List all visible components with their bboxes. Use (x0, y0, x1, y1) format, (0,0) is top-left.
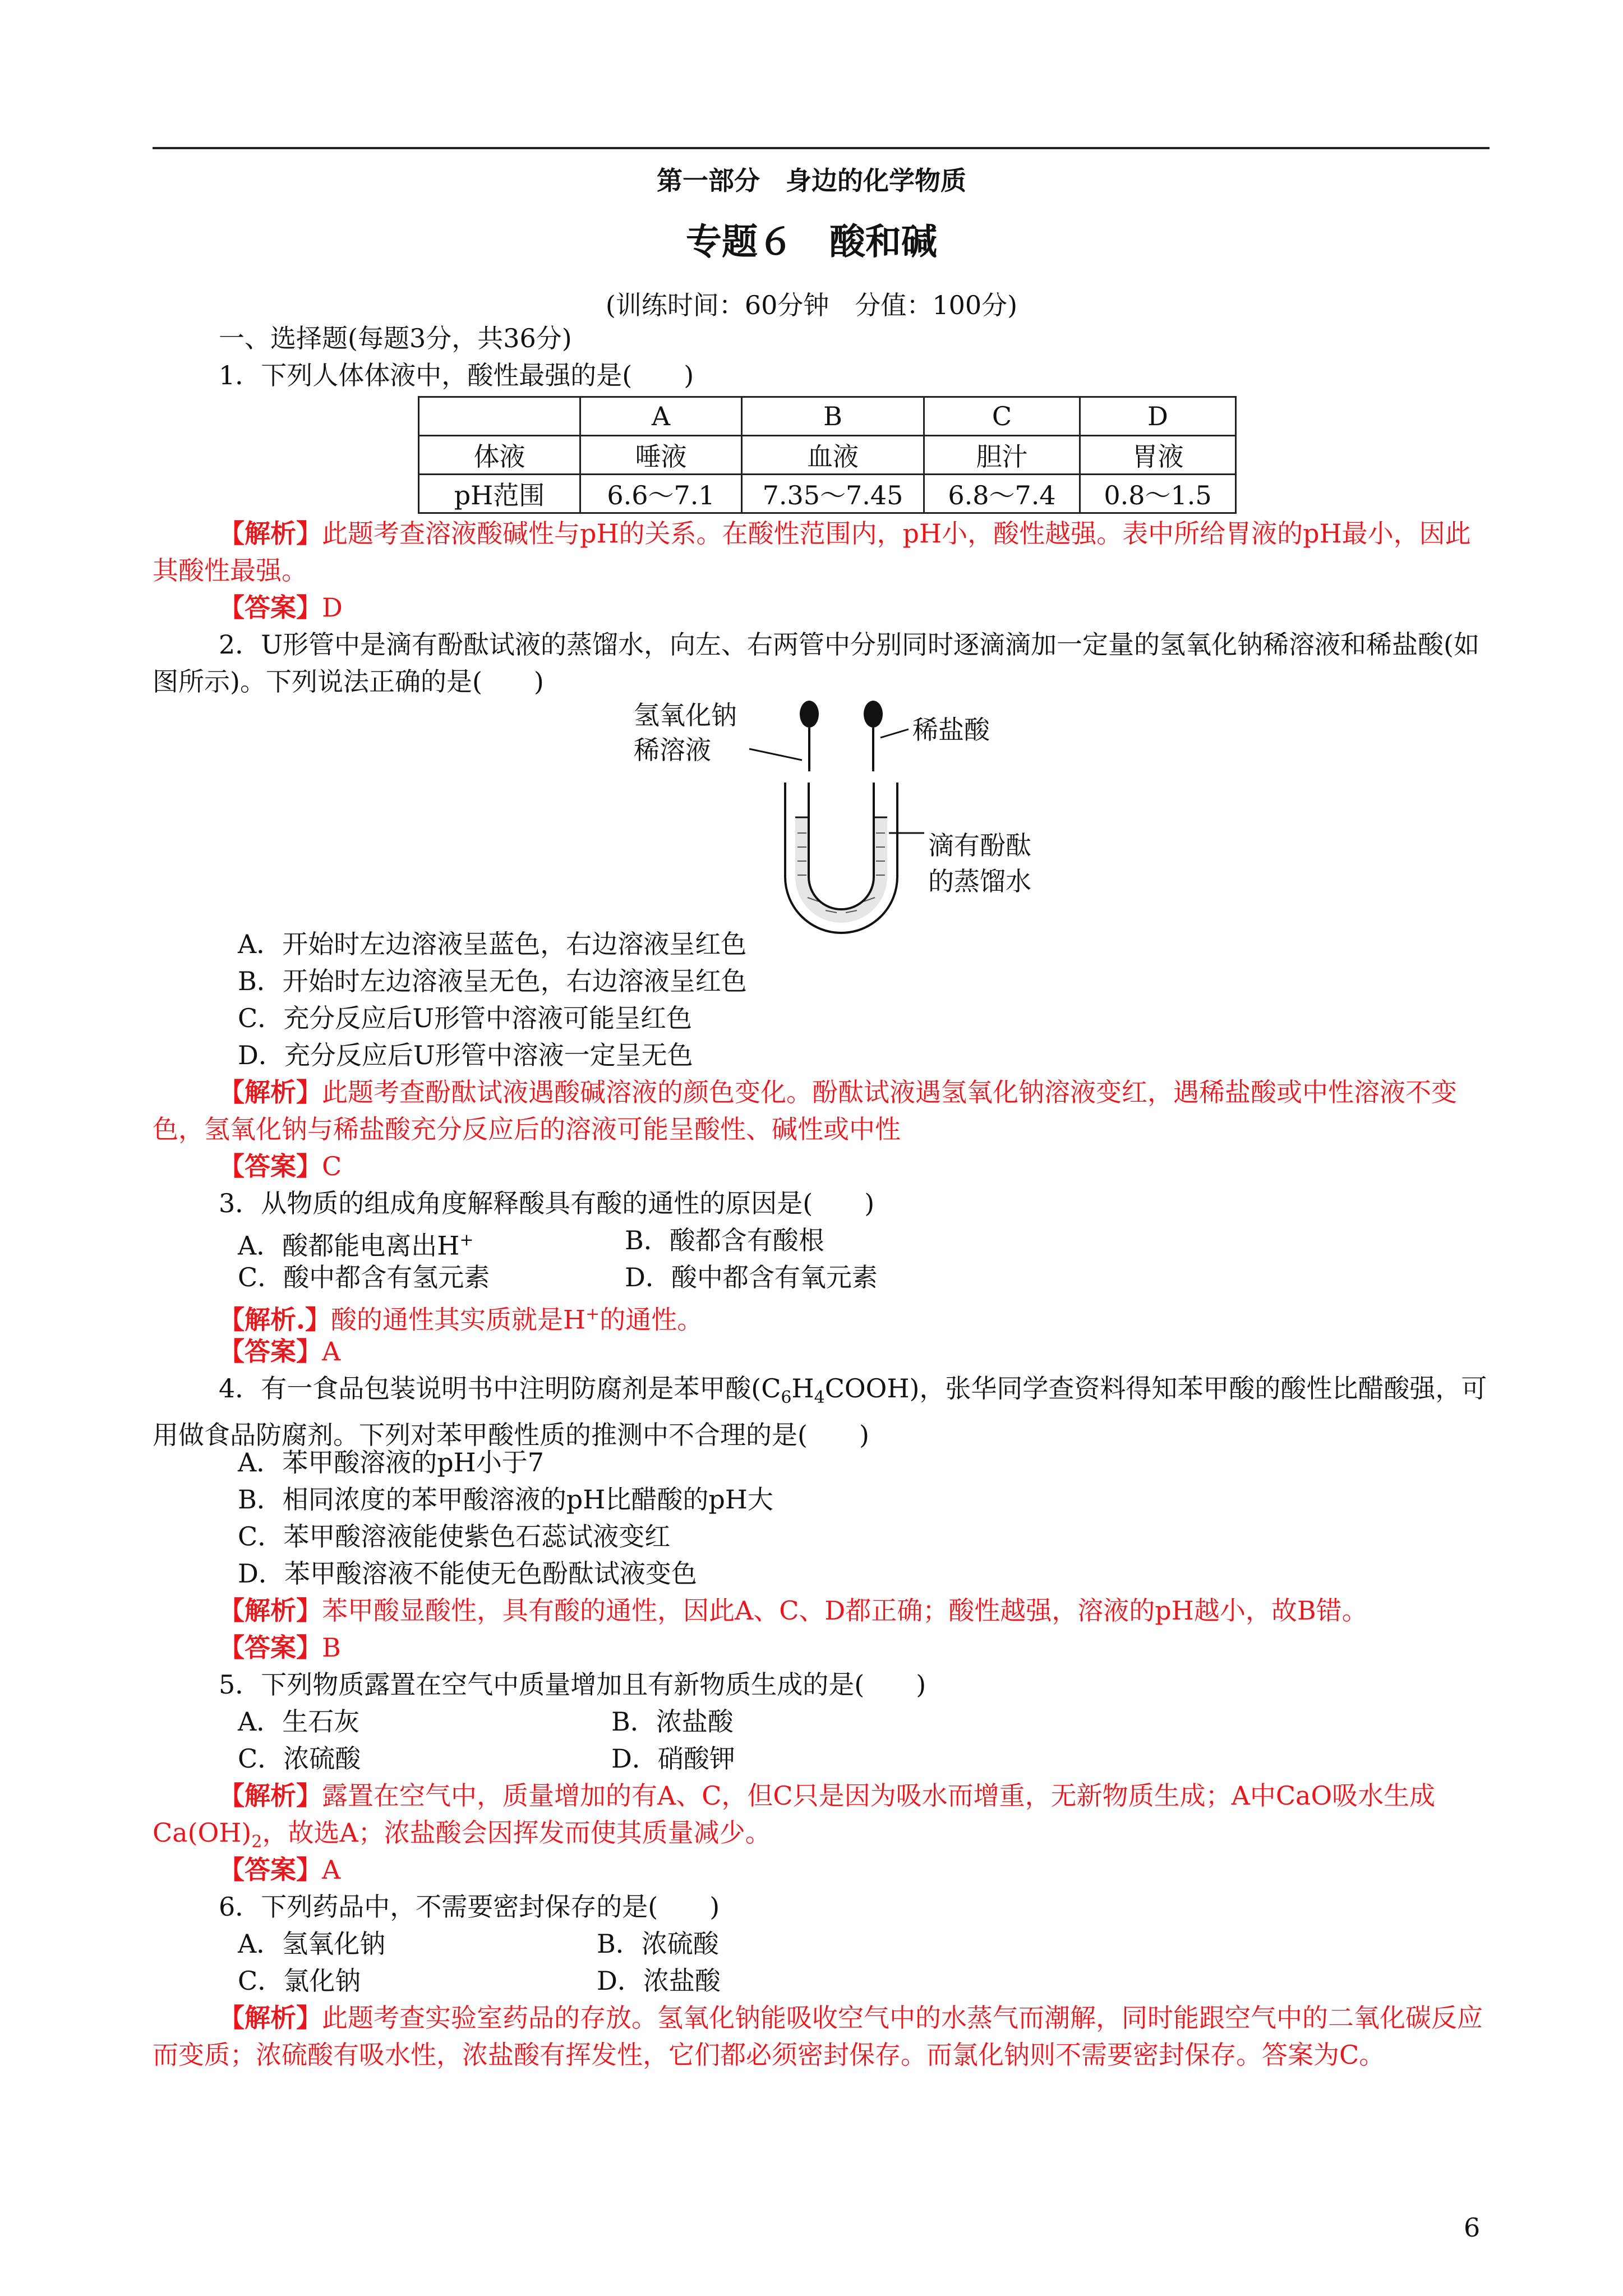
analysis-tag: 【解析】 (219, 2003, 322, 2033)
table-cell (419, 397, 580, 436)
naoh-label-line1: 氢氧化钠 (634, 700, 737, 730)
table-cell: A (580, 397, 742, 436)
table-cell: pH范围 (419, 475, 580, 513)
answer-tag: 【答案】 (219, 592, 322, 623)
left-dropper-bulb (800, 701, 819, 728)
q1-analysis (153, 515, 1490, 589)
q2-answer (153, 1148, 1490, 1185)
analysis-tag: 【解析】 (219, 1595, 322, 1626)
analysis-tag: 【解析】 (219, 1077, 322, 1107)
table-cell: C (924, 397, 1080, 436)
header-rule (153, 147, 1490, 149)
q2-option-c: C．充分反应后U形管中溶液可能呈红色 (238, 1003, 692, 1033)
table-row (419, 436, 1236, 475)
answer-tag: 【答案】 (219, 1151, 322, 1181)
analysis-tag: 【解析】 (219, 1780, 322, 1811)
q4-option-b: B．相同浓度的苯甲酸溶液的pH比醋酸的pH大 (238, 1484, 773, 1515)
table-cell: 血液 (742, 436, 924, 475)
q5-option-d: D．硝酸钾 (611, 1743, 735, 1774)
q2-stem: 2．U形管中是滴有酚酞试液的蒸馏水，向左、右两管中分别同时逐滴滴加一定量的氢氧化钠稀溶液和稀盐酸(如图所示)。下列说法正确的是( ) (153, 629, 1479, 697)
q4-option-a: A．苯甲酸溶液的pH小于7 (238, 1447, 545, 1478)
q2-option-b: B．开始时左边溶液呈无色，右边溶液呈红色 (238, 966, 747, 996)
q4-option-d: D．苯甲酸溶液不能使无色酚酞试液变色 (238, 1558, 697, 1589)
q3-option-b: B．酸都含有酸根 (625, 1225, 824, 1255)
q6-analysis (153, 1999, 1490, 2073)
q3-option-c: C．酸中都含有氢元素 (238, 1262, 490, 1292)
q4-answer (153, 1629, 1490, 1666)
answer-value: D (322, 592, 343, 623)
table-cell: B (742, 397, 924, 436)
q5-option-c: C．浓硫酸 (238, 1743, 361, 1774)
table-cell: 体液 (419, 436, 580, 475)
answer-tag: 【答案】 (219, 1632, 322, 1663)
naoh-label-line2: 稀溶液 (634, 735, 711, 765)
q5-option-b: B．浓盐酸 (611, 1706, 734, 1737)
table-cell: 7.35～7.45 (742, 475, 924, 513)
analysis-tag: 【解析】 (219, 518, 322, 549)
q2-analysis (153, 1074, 1490, 1148)
table-cell: 胆汁 (924, 436, 1080, 475)
answer-value: A (322, 1855, 341, 1885)
answer-value: C (322, 1151, 342, 1181)
q5-answer (153, 1851, 1490, 1888)
answer-tag: 【答案】 (219, 1336, 322, 1366)
q6-option-d: D．浓盐酸 (597, 1966, 721, 1996)
u-tube-figure (617, 698, 1066, 934)
page-number: 6 (1464, 2212, 1481, 2243)
q6-option-b: B．浓硫酸 (597, 1929, 719, 1959)
section-heading: 一、选择题(每题3分，共36分) (219, 323, 572, 353)
topic-title: 专题６ 酸和碱 (686, 221, 937, 263)
q5-stem: 5．下列物质露置在空气中质量增加且有新物质生成的是( ) (219, 1669, 926, 1700)
q6-option-a: A．氢氧化钠 (238, 1929, 386, 1959)
table-cell: 唾液 (580, 436, 742, 475)
table-header-row (419, 397, 1236, 436)
q2-option-d: D．充分反应后U形管中溶液一定呈无色 (238, 1040, 693, 1070)
analysis-text: 苯甲酸显酸性，具有酸的通性，因此A、C、D都正确；酸性越强，溶液的pH越小，故B错。 (322, 1595, 1368, 1626)
q3-option-d: D．酸中都含有氧元素 (625, 1262, 878, 1292)
table-row (419, 475, 1236, 513)
hcl-label: 稀盐酸 (912, 715, 990, 745)
q6-stem: 6．下列药品中，不需要密封保存的是( ) (219, 1892, 720, 1922)
table-cell: 胃液 (1080, 436, 1236, 475)
water-label-line2: 的蒸馏水 (928, 866, 1031, 896)
q4-stem: 4．有一食品包装说明书中注明防腐剂是苯甲酸$(C_6H_4COOH)$，张华同学查资料得知苯甲酸的酸性比醋酸强，可用做食品防腐剂。下列对苯甲酸性质的推测中不合理的是( ) (153, 1373, 1487, 1451)
table-cell: 0.8～1.5 (1080, 475, 1236, 513)
ph-table (418, 396, 1237, 514)
q2-option-a: A．开始时左边溶液呈蓝色，右边溶液呈红色 (238, 929, 747, 959)
water-label-line1: 滴有酚酞 (928, 830, 1031, 861)
answer-value: A (322, 1336, 341, 1366)
table-cell: 6.8～7.4 (924, 475, 1080, 513)
q3-option-a: A．酸都能电离出H+ (238, 1230, 474, 1261)
right-label-line (880, 729, 909, 738)
u-tube-inner-wall (809, 783, 874, 909)
left-label-line (749, 749, 802, 760)
q4-analysis (153, 1592, 1490, 1629)
table-cell: 6.6～7.1 (580, 475, 742, 513)
answer-value: B (322, 1632, 341, 1663)
q3-stem: 3．从物质的组成角度解释酸具有酸的通性的原因是( ) (219, 1188, 875, 1218)
analysis-text: 此题考查实验室药品的存放。氢氧化钠能吸收空气中的水蒸气而潮解，同时能跟空气中的二氧化碳反应而变质；浓硫酸有吸水性，浓盐酸有挥发性，它们都必须密封保存。而氯化钠则不需要密封保存。答案为C。 (153, 2003, 1483, 2070)
answer-tag: 【答案】 (219, 1855, 322, 1885)
analysis-text: 此题考查酚酞试液遇酸碱溶液的颜色变化。酚酞试液遇氢氧化钠溶液变红，遇稀盐酸或中性溶液不变色，氢氧化钠与稀盐酸充分反应后的溶液可能呈酸性、碱性或中性 (153, 1077, 1457, 1144)
part-header: 第一部分 身边的化学物质 (657, 165, 966, 196)
q5-option-a: A．生石灰 (238, 1706, 360, 1737)
q3-answer (153, 1333, 1490, 1370)
q4-option-c: C．苯甲酸溶液能使紫色石蕊试液变红 (238, 1521, 671, 1552)
table-cell: D (1080, 397, 1236, 436)
analysis-text: 此题考查溶液酸碱性与pH的关系。在酸性范围内，pH小，酸性越强。表中所给胃液的pH最小，因此其酸性最强。 (153, 518, 1471, 586)
q1-stem: 1．下列人体体液中，酸性最强的是( ) (219, 360, 694, 390)
q6-option-c: C．氯化钠 (238, 1966, 361, 1996)
q1-answer (153, 589, 1490, 626)
right-dropper-bulb (864, 701, 883, 728)
q3-analysis: 【解析.】酸的通性其实质就是H+的通性。 (219, 1304, 703, 1335)
q5-analysis: 【解析】露置在空气中，质量增加的有A、C，但C只是因为吸水而增重，无新物质生成；A中CaO吸水生成$Ca(OH)_2$，故选A；浓盐酸会因挥发而使其质量减少。 (153, 1780, 1436, 1852)
analysis-tag: 【解析.】 (219, 1304, 331, 1335)
time-score-info: (训练时间：60分钟 分值：100分) (605, 290, 1018, 320)
